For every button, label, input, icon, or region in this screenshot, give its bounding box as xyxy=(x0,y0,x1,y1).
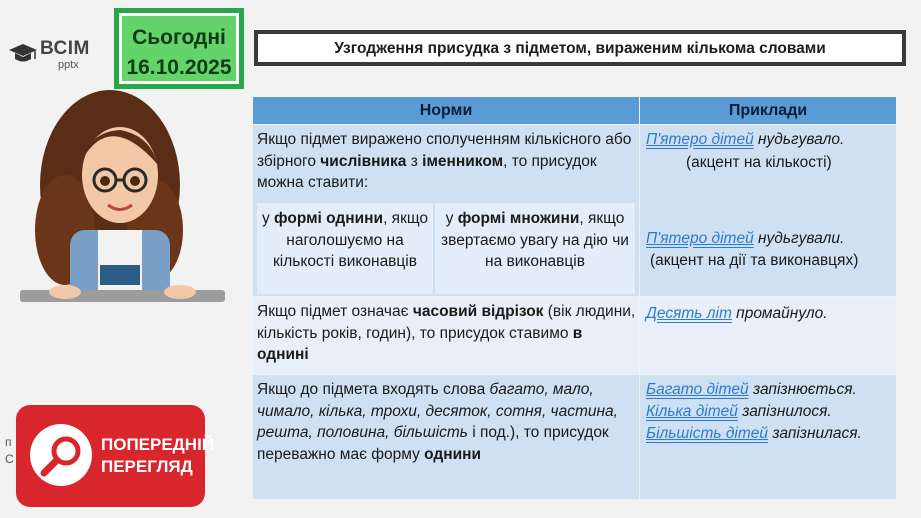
graduation-cap-icon xyxy=(8,42,38,64)
date-label: Сьогодні xyxy=(132,26,226,49)
example-2-link[interactable]: П'ятеро дітей xyxy=(646,230,754,247)
example-5 xyxy=(646,401,832,423)
row2-norm-cell xyxy=(253,297,639,374)
date-box xyxy=(114,8,244,89)
slide-title-bar xyxy=(254,30,906,66)
row2-text-b: часовий відрізок xyxy=(412,303,544,320)
logo-text: ВСІМ xyxy=(40,38,90,59)
preview-line1: ПОПЕРЕДНІЙ xyxy=(101,435,215,454)
row2-example-cell xyxy=(640,297,896,374)
header-examples: Приклади xyxy=(640,97,896,124)
example-2-rest: нудьгували. xyxy=(753,230,845,247)
row3-norm-text xyxy=(257,379,637,465)
row1-example-cell xyxy=(640,125,896,296)
sub2-b: формі множини xyxy=(457,210,580,227)
example-1-rest: нудьгувало. xyxy=(753,131,845,148)
sub2-c: , якщо звертаємо увагу на дію чи на виконавців xyxy=(441,210,629,270)
example-5-link[interactable]: Кілька дітей xyxy=(646,403,738,420)
preview-line2: ПЕРЕГЛЯД xyxy=(101,457,193,476)
row1-norm-text xyxy=(257,129,632,194)
row3-norm-cell xyxy=(253,375,639,499)
example-4-link[interactable]: Багато дітей xyxy=(646,381,749,398)
row1-text-c: з xyxy=(406,152,423,170)
row1-text-b: числівника xyxy=(320,152,407,170)
norms-table xyxy=(253,97,896,499)
row1-norm-cell xyxy=(253,125,639,296)
example-6 xyxy=(646,423,862,445)
row3-text-d: однини xyxy=(424,445,482,463)
magnifier-icon xyxy=(38,431,86,479)
row2-norm-text xyxy=(257,301,637,366)
sub1-a: у xyxy=(261,210,274,227)
example-3-link[interactable]: Десять літ xyxy=(646,305,732,322)
teacher-illustration xyxy=(10,80,235,310)
example-6-link[interactable]: Більшість дітей xyxy=(646,425,769,442)
row2-text-a: Якщо підмет означає xyxy=(257,303,413,320)
row1-text-a: Якщо підмет виражено сполученням кількісного або збірного xyxy=(257,131,632,170)
row1-text-e: , то присудок можна ставити: xyxy=(257,152,597,191)
example-4 xyxy=(646,379,857,401)
header-norms: Норми xyxy=(253,97,639,124)
sub1-b: формі однини xyxy=(274,210,384,227)
preview-button[interactable] xyxy=(16,405,215,507)
example-1-link[interactable]: П'ятеро дітей xyxy=(646,131,754,148)
example-1 xyxy=(646,129,844,151)
date-box-inner xyxy=(122,16,236,81)
row2-text-d: в однині xyxy=(257,324,583,363)
example-3-rest: промайнуло. xyxy=(731,305,828,322)
sub2-a: у xyxy=(445,210,458,227)
edge-letter-b: С xyxy=(5,452,14,466)
row3-text-c: і под.), то присудок переважно має форму xyxy=(257,424,609,463)
row3-text-a: Якщо до підмета входять слова xyxy=(257,381,490,398)
date-value: 16.10.2025 xyxy=(126,56,232,79)
example-5-rest: запізнилося. xyxy=(737,403,832,420)
row1-text-d: іменником xyxy=(422,152,504,170)
example-2 xyxy=(646,228,844,250)
edge-letter-a: п xyxy=(5,435,12,449)
logo-sub: pptx xyxy=(58,59,79,71)
plural-form-cell xyxy=(435,203,635,294)
example-4-rest: запізнюється. xyxy=(748,381,857,398)
example-1-note: (акцент на кількості) xyxy=(686,154,832,171)
example-3 xyxy=(646,303,828,325)
logo xyxy=(8,38,98,72)
slide-title: Узгодження присудка з підметом, вираженим кількома словами xyxy=(334,40,826,57)
example-2-note: (акцент на дії та виконавцях) xyxy=(650,252,859,269)
example-6-rest: запізнилася. xyxy=(768,425,862,442)
singular-form-cell xyxy=(257,203,433,294)
row3-text-b: багато, мало, чимало, кілька, трохи, десяток, сотня, частина, решта, половина, більшість xyxy=(257,381,618,441)
row2-text-c: (вік людини, кількість років, годин), то присудок ставимо xyxy=(257,303,636,342)
sub1-c: , якщо наголошуємо на кількості виконавців xyxy=(273,210,429,270)
row3-example-cell xyxy=(640,375,896,499)
